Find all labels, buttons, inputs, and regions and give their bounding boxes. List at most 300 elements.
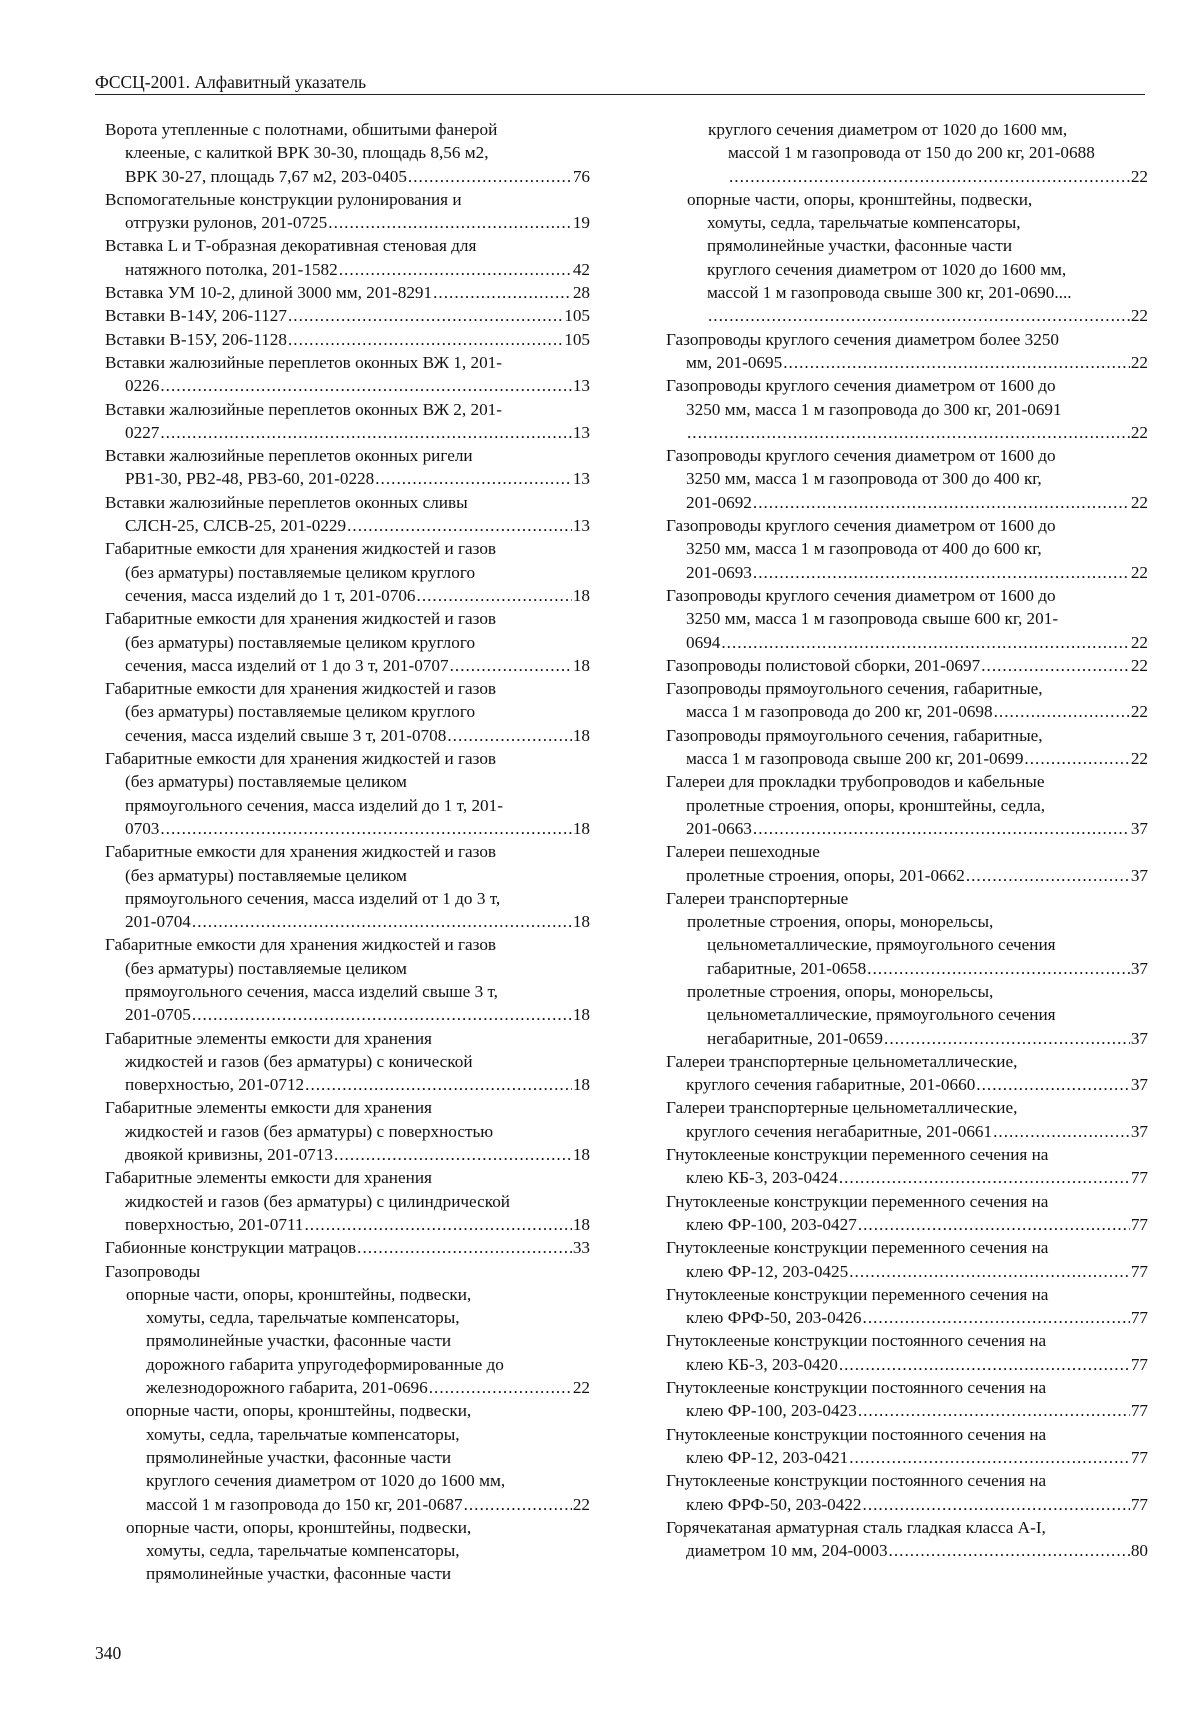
index-entry-line: Габаритные элементы емкости для хранения xyxy=(105,1028,432,1048)
dot-leader xyxy=(867,957,1130,980)
index-entry-line xyxy=(125,1073,590,1096)
dot-leader xyxy=(347,514,572,537)
index-entry-line xyxy=(125,374,590,397)
index-entry-line: опорные части, опоры, кронштейны, подвески, xyxy=(687,189,1033,209)
index-entry-line: Газопроводы прямоугольного сечения, габаритные, xyxy=(666,725,1043,745)
index-entry xyxy=(105,1027,590,1097)
index-entry-text: натяжного потолка, 201-1582 xyxy=(125,259,338,279)
index-entry xyxy=(105,1166,590,1236)
index-entry-line xyxy=(728,165,1148,188)
index-page-ref: 18 xyxy=(572,725,590,745)
index-page-ref: 22 xyxy=(1130,562,1148,582)
index-page-ref: 22 xyxy=(1130,749,1148,769)
index-entry-text: 201-0692 xyxy=(686,492,752,512)
index-page-ref: 105 xyxy=(564,329,590,349)
index-entry-text: круглого сечения негабаритные, 201-0661 xyxy=(686,1121,993,1141)
index-entry xyxy=(666,840,1148,887)
dot-leader xyxy=(450,654,572,677)
index-entry-line: 3250 мм, масса 1 м газопровода свыше 600 кг, 201- xyxy=(686,609,1059,629)
dot-leader xyxy=(447,724,571,747)
index-entry-line xyxy=(707,304,1148,327)
index-entry-text: железнодорожного габарита, 201-0696 xyxy=(146,1378,428,1398)
index-entry-line: прямолинейные участки, фасонные части xyxy=(707,236,1013,256)
index-entry-line: цельнометаллические, прямоугольного сечения xyxy=(707,935,1056,955)
index-entry xyxy=(666,328,1148,375)
index-entry-line: массой 1 м газопровода свыше 300 кг, 201-0690.... xyxy=(707,283,1072,303)
index-entry xyxy=(666,887,1148,910)
dot-leader xyxy=(884,1027,1130,1050)
index-entry-line xyxy=(125,421,590,444)
index-entry-line: Газопроводы прямоугольного сечения, габаритные, xyxy=(666,679,1043,699)
index-entry-line: Габаритные элементы емкости для хранения xyxy=(105,1168,432,1188)
index-entry-line xyxy=(105,281,590,304)
index-page-ref: 18 xyxy=(572,655,590,675)
index-entry xyxy=(666,654,1148,677)
index-page-ref: 18 xyxy=(572,1214,590,1234)
index-entry-text: Габионные конструкции матрацов xyxy=(105,1238,357,1258)
index-entry-line xyxy=(686,1306,1148,1329)
index-page-ref: 80 xyxy=(1130,1541,1148,1561)
index-entry-line xyxy=(686,1120,1148,1143)
index-entry-line: Галереи пешеходные xyxy=(666,842,820,862)
index-entry-text: поверхностью, 201-0712 xyxy=(125,1075,305,1095)
header-title: ФССЦ-2001. Алфавитный указатель xyxy=(95,72,367,92)
index-page-ref: 37 xyxy=(1130,818,1148,838)
index-entry xyxy=(666,1376,1148,1423)
index-entry xyxy=(105,328,590,351)
index-entry xyxy=(666,1236,1148,1283)
index-entry-line xyxy=(686,1213,1148,1236)
index-entry-text: клею ФР-100, 203-0427 xyxy=(686,1214,857,1234)
index-entry-line: круглого сечения диаметром от 1020 до 1600 мм, xyxy=(146,1471,506,1491)
index-entry-line xyxy=(686,491,1148,514)
index-entry xyxy=(666,1050,1148,1097)
index-page-ref: 76 xyxy=(572,166,590,186)
dot-leader xyxy=(729,165,1130,188)
index-entry xyxy=(666,1329,1148,1376)
index-entry xyxy=(666,118,1148,188)
index-page-ref: 22 xyxy=(1130,702,1148,722)
dot-leader xyxy=(849,1260,1130,1283)
index-entry xyxy=(666,1190,1148,1237)
index-entry-line: жидкостей и газов (без арматуры) с поверхностью xyxy=(125,1121,494,1141)
index-entry-line: Вставки жалюзийные переплетов оконных ВЖ 2, 201- xyxy=(105,399,502,419)
index-entry-line xyxy=(686,351,1148,374)
index-entry-line xyxy=(686,1446,1148,1469)
index-entry-line: Газопроводы круглого сечения диаметром от 1600 до xyxy=(666,446,1056,466)
index-entry-line xyxy=(686,747,1148,770)
index-page-ref: 77 xyxy=(1130,1261,1148,1281)
index-entry-line: (без арматуры) поставляемые целиком круглого xyxy=(125,702,476,722)
index-entry-line: Вставки жалюзийные переплетов оконных ригели xyxy=(105,446,473,466)
index-entry-line xyxy=(125,817,590,840)
index-entry-line xyxy=(125,211,590,234)
index-page-ref: 19 xyxy=(572,213,590,233)
index-entry-text: Вставки В-15У, 206-1128 xyxy=(105,329,287,349)
index-page-ref: 22 xyxy=(1130,166,1148,186)
index-entry-text: поверхностью, 201-0711 xyxy=(125,1214,304,1234)
index-entry xyxy=(666,677,1148,724)
index-entry-line: Габаритные элементы емкости для хранения xyxy=(105,1098,432,1118)
index-entry xyxy=(105,118,590,188)
index-entry xyxy=(105,677,590,747)
index-entry-line xyxy=(125,910,590,933)
index-entry-line: Габаритные емкости для хранения жидкостей и газов xyxy=(105,609,497,629)
dot-leader xyxy=(753,561,1130,584)
dot-leader xyxy=(339,258,572,281)
index-page-ref: 37 xyxy=(1130,865,1148,885)
dot-leader xyxy=(708,304,1130,327)
index-entry-text: 0703 xyxy=(125,818,160,838)
index-entry-line: Гнутоклееные конструкции переменного сечения на xyxy=(666,1284,1049,1304)
index-page-ref: 77 xyxy=(1130,1401,1148,1421)
index-entry-line: дорожного габарита упругодеформированные до xyxy=(146,1354,504,1374)
dot-leader xyxy=(966,864,1130,887)
dot-leader xyxy=(429,1376,572,1399)
dot-leader xyxy=(288,328,563,351)
dot-leader xyxy=(334,1143,572,1166)
dot-leader xyxy=(305,1213,572,1236)
index-entry-line: Газопроводы круглого сечения диаметром от 1600 до xyxy=(666,376,1056,396)
dot-leader xyxy=(993,1120,1130,1143)
dot-leader xyxy=(753,817,1130,840)
index-entry-line: Габаритные емкости для хранения жидкостей и газов xyxy=(105,539,497,559)
index-entry-line xyxy=(146,1376,590,1399)
index-page-ref: 22 xyxy=(1130,306,1148,326)
index-page-ref: 28 xyxy=(572,283,590,303)
index-entry-text: клею ФР-12, 203-0421 xyxy=(686,1447,849,1467)
index-entry-line xyxy=(686,631,1148,654)
index-entry xyxy=(105,1516,590,1586)
dot-leader xyxy=(160,421,571,444)
dot-leader xyxy=(417,584,572,607)
index-entry-text: клею ФРФ-50, 203-0426 xyxy=(686,1308,862,1328)
index-entry-line: пролетные строения, опоры, монорельсы, xyxy=(687,981,994,1001)
index-entry-line: Газопроводы xyxy=(105,1261,201,1281)
dot-leader xyxy=(1024,747,1129,770)
index-entry-line xyxy=(707,1027,1148,1050)
index-entry xyxy=(666,1096,1148,1143)
index-entry-line xyxy=(707,957,1148,980)
index-page-ref: 77 xyxy=(1130,1214,1148,1234)
index-entry-text: клею КБ-3, 203-0420 xyxy=(686,1354,838,1374)
index-entry xyxy=(105,491,590,538)
index-entry-text: масса 1 м газопровода до 200 кг, 201-0698 xyxy=(686,702,993,722)
index-column-left xyxy=(105,118,590,1586)
dot-leader xyxy=(433,281,572,304)
index-entry-line xyxy=(105,1236,590,1259)
index-entry xyxy=(666,514,1148,584)
index-entry xyxy=(105,537,590,607)
index-entry xyxy=(666,910,1148,980)
index-entry-line: Гнутоклееные конструкции переменного сечения на xyxy=(666,1238,1049,1258)
dot-leader xyxy=(889,1539,1130,1562)
index-entry-line: прямолинейные участки, фасонные части xyxy=(146,1331,452,1351)
index-entry-line xyxy=(686,1353,1148,1376)
index-entry-text: 0694 xyxy=(686,632,721,652)
dot-leader xyxy=(408,165,572,188)
dot-leader xyxy=(981,654,1130,677)
index-page-ref: 18 xyxy=(572,912,590,932)
index-page-ref: 77 xyxy=(1130,1447,1148,1467)
index-entry-line: (без арматуры) поставляемые целиком xyxy=(125,958,407,978)
index-entry-line: Габаритные емкости для хранения жидкостей и газов xyxy=(105,842,497,862)
index-entry xyxy=(105,444,590,491)
index-entry-line: прямоугольного сечения, масса изделий до 1 т, 201- xyxy=(125,795,503,815)
index-page-ref: 18 xyxy=(572,585,590,605)
index-entry-text: масса 1 м газопровода свыше 200 кг, 201-0699 xyxy=(686,749,1024,769)
index-entry-line: клееные, с калиткой ВРК 30-30, площадь 8,56 м2, xyxy=(125,143,489,163)
index-entry xyxy=(666,1283,1148,1330)
index-entry-line: Ворота утепленные с полотнами, обшитыми фанерой xyxy=(105,120,498,139)
index-entry xyxy=(105,840,590,933)
dot-leader xyxy=(328,211,572,234)
index-entry-line: Гнутоклееные конструкции постоянного сечения на xyxy=(666,1331,1047,1351)
index-entry-line: хомуты, седла, тарельчатые компенсаторы, xyxy=(146,1424,460,1444)
index-entry-text: отгрузки рулонов, 201-0725 xyxy=(125,213,328,233)
dot-leader xyxy=(357,1236,572,1259)
index-entry-text: двоякой кривизны, 201-0713 xyxy=(125,1145,333,1165)
index-entry xyxy=(105,1399,590,1515)
index-entry xyxy=(666,1143,1148,1190)
page-header xyxy=(95,68,1145,95)
dot-leader xyxy=(839,1166,1130,1189)
index-entry-text: габаритные, 201-0658 xyxy=(707,958,867,978)
index-entry-line: 3250 мм, масса 1 м газопровода до 300 кг, 201-0691 xyxy=(686,399,1062,419)
index-entry-line: Галереи для прокладки трубопроводов и кабельные xyxy=(666,772,1045,792)
index-entry-line: 3250 мм, масса 1 м газопровода от 300 до 400 кг, xyxy=(686,469,1042,489)
index-entry-line: опорные части, опоры, кронштейны, подвески, xyxy=(126,1517,472,1537)
index-entry-text: 201-0705 xyxy=(125,1005,191,1025)
index-entry-line xyxy=(125,584,590,607)
index-entry-line: прямолинейные участки, фасонные части xyxy=(146,1564,452,1584)
index-entry xyxy=(666,1516,1148,1563)
index-entry xyxy=(105,933,590,1026)
dot-leader xyxy=(192,1003,572,1026)
index-entry xyxy=(105,398,590,445)
dot-leader xyxy=(305,1073,572,1096)
index-entry-line: круглого сечения диаметром от 1020 до 1600 мм, xyxy=(707,259,1067,279)
index-entry xyxy=(105,1283,590,1399)
dot-leader xyxy=(753,491,1130,514)
index-entry-line: (без арматуры) поставляемые целиком круглого xyxy=(125,562,476,582)
index-entry xyxy=(666,584,1148,654)
index-entry-line: пролетные строения, опоры, кронштейны, седла, xyxy=(686,795,1046,815)
index-entry-line: прямолинейные участки, фасонные части xyxy=(146,1447,452,1467)
index-entry xyxy=(105,304,590,327)
dot-leader xyxy=(192,910,572,933)
index-entry-line xyxy=(686,1493,1148,1516)
dot-leader xyxy=(863,1306,1130,1329)
index-entry-line: Галереи транспортерные цельнометаллические, xyxy=(666,1051,1018,1071)
index-entry xyxy=(666,444,1148,514)
index-page-ref: 37 xyxy=(1130,958,1148,978)
index-entry-line: (без арматуры) поставляемые целиком xyxy=(125,865,407,885)
index-entry-text: Вставки В-14У, 206-1127 xyxy=(105,306,287,326)
index-entry xyxy=(105,1236,590,1259)
index-entry-line xyxy=(105,328,590,351)
index-entry-line xyxy=(666,654,1148,677)
index-entry-line xyxy=(686,1166,1148,1189)
index-page-ref: 37 xyxy=(1130,1075,1148,1095)
index-entry-line: круглого сечения диаметром от 1020 до 1600 мм, xyxy=(708,120,1068,139)
index-entry-line: Габаритные емкости для хранения жидкостей и газов xyxy=(105,749,497,769)
index-page-ref: 22 xyxy=(1130,632,1148,652)
index-page-ref: 18 xyxy=(572,818,590,838)
index-entry-text: клею ФР-12, 203-0425 xyxy=(686,1261,849,1281)
index-entry-line xyxy=(125,258,590,281)
index-entry-line: Горячекатаная арматурная сталь гладкая класса А-I, xyxy=(666,1517,1046,1537)
index-entry-line: Газопроводы круглого сечения диаметром от 1600 до xyxy=(666,516,1056,536)
index-entry xyxy=(666,1469,1148,1516)
index-entry-line: Газопроводы круглого сечения диаметром от 1600 до xyxy=(666,585,1056,605)
dot-leader xyxy=(863,1493,1130,1516)
index-entry-line xyxy=(125,1143,590,1166)
index-page-ref: 77 xyxy=(1130,1308,1148,1328)
index-page-ref: 22 xyxy=(1130,352,1148,372)
index-page-ref: 105 xyxy=(564,306,590,326)
index-page-ref: 22 xyxy=(1130,422,1148,442)
page-number: 340 xyxy=(95,1643,122,1663)
index-entry-line xyxy=(686,817,1148,840)
index-entry-line xyxy=(686,1073,1148,1096)
index-column-right xyxy=(666,118,1148,1562)
dot-leader xyxy=(721,631,1129,654)
index-entry-text: 201-0663 xyxy=(686,818,752,838)
index-page-ref: 77 xyxy=(1130,1494,1148,1514)
dot-leader xyxy=(160,374,571,397)
index-page-ref: 13 xyxy=(572,516,590,536)
index-entry-line: массой 1 м газопровода от 150 до 200 кг, 201-0688 xyxy=(728,143,1095,163)
index-page-ref: 77 xyxy=(1130,1354,1148,1374)
index-entry-line: жидкостей и газов (без арматуры) с цилиндрической xyxy=(125,1191,510,1211)
index-entry xyxy=(666,188,1148,328)
index-entry-line: пролетные строения, опоры, монорельсы, xyxy=(687,912,994,932)
index-entry-line: хомуты, седла, тарельчатые компенсаторы, xyxy=(146,1308,460,1328)
index-entry xyxy=(105,281,590,304)
index-entry-line xyxy=(686,561,1148,584)
index-entry-line: прямоугольного сечения, масса изделий от 1 до 3 т, xyxy=(125,888,501,908)
index-entry-line: Гнутоклееные конструкции постоянного сечения на xyxy=(666,1378,1047,1398)
index-entry-line xyxy=(125,1003,590,1026)
index-page-ref: 22 xyxy=(1130,655,1148,675)
index-entry-text: Вставка УМ 10-2, длиной 3000 мм, 201-8291 xyxy=(105,283,433,303)
index-page-ref: 22 xyxy=(1130,492,1148,512)
index-page-ref: 18 xyxy=(572,1145,590,1165)
index-entry-text: 0226 xyxy=(125,376,160,396)
index-entry xyxy=(666,980,1148,1050)
index-page-ref: 77 xyxy=(1130,1168,1148,1188)
index-entry-line xyxy=(686,700,1148,723)
index-entry-line: Вспомогательные конструкции рулонирования и xyxy=(105,189,462,209)
dot-leader xyxy=(783,351,1130,374)
index-entry-line: Гнутоклееные конструкции переменного сечения на xyxy=(666,1191,1049,1211)
dot-leader xyxy=(839,1353,1130,1376)
index-entry xyxy=(105,351,590,398)
index-page-ref: 18 xyxy=(572,1005,590,1025)
index-entry-text: 0227 xyxy=(125,422,160,442)
index-entry-text: Газопроводы полистовой сборки, 201-0697 xyxy=(666,655,981,675)
index-entry-line: прямоугольного сечения, масса изделий свыше 3 т, xyxy=(125,981,498,1001)
index-page-ref: 37 xyxy=(1130,1028,1148,1048)
index-entry-text: мм, 201-0695 xyxy=(686,352,783,372)
index-entry-line: Гнутоклееные конструкции постоянного сечения на xyxy=(666,1424,1047,1444)
index-entry-line: Вставки жалюзийные переплетов оконных ВЖ 1, 201- xyxy=(105,352,502,372)
index-entry-line: Габаритные емкости для хранения жидкостей и газов xyxy=(105,935,497,955)
index-entry-line xyxy=(125,654,590,677)
index-entry-line: Газопроводы круглого сечения диаметром более 3250 xyxy=(666,329,1060,349)
index-entry-line xyxy=(686,1399,1148,1422)
index-entry-text: массой 1 м газопровода до 150 кг, 201-0687 xyxy=(146,1494,463,1514)
index-entry-line: хомуты, седла, тарельчатые компенсаторы, xyxy=(707,213,1021,233)
index-entry-line: опорные части, опоры, кронштейны, подвески, xyxy=(126,1401,472,1421)
index-entry-text: сечения, масса изделий от 1 до 3 т, 201-0707 xyxy=(125,655,449,675)
index-entry-text: сечения, масса изделий свыше 3 т, 201-0708 xyxy=(125,725,447,745)
index-page-ref: 33 xyxy=(572,1238,590,1258)
index-entry-line xyxy=(105,304,590,327)
index-entry-line: (без арматуры) поставляемые целиком круглого xyxy=(125,632,476,652)
index-entry-text: клею ФРФ-50, 203-0422 xyxy=(686,1494,862,1514)
index-entry-line: хомуты, седла, тарельчатые компенсаторы, xyxy=(146,1541,460,1561)
index-page-ref: 22 xyxy=(572,1378,590,1398)
index-entry-text: негабаритные, 201-0659 xyxy=(707,1028,884,1048)
index-page-ref: 22 xyxy=(572,1494,590,1514)
dot-leader xyxy=(994,700,1130,723)
index-entry-line: (без арматуры) поставляемые целиком xyxy=(125,772,407,792)
dot-leader xyxy=(464,1493,572,1516)
index-entry-line: Вставки жалюзийные переплетов оконных сливы xyxy=(105,492,468,512)
dot-leader xyxy=(976,1073,1130,1096)
index-entry-text: клею КБ-3, 203-0424 xyxy=(686,1168,838,1188)
index-entry-text: сечения, масса изделий до 1 т, 201-0706 xyxy=(125,585,416,605)
index-entry-line xyxy=(125,724,590,747)
index-entry-line xyxy=(686,864,1148,887)
index-entry xyxy=(105,188,590,235)
index-page-ref: 37 xyxy=(1130,1121,1148,1141)
index-page-ref: 18 xyxy=(572,1075,590,1095)
index-entry xyxy=(666,374,1148,444)
index-entry xyxy=(105,1096,590,1166)
dot-leader xyxy=(160,817,571,840)
index-entry-line: жидкостей и газов (без арматуры) с конической xyxy=(125,1051,473,1071)
index-entry xyxy=(666,1423,1148,1470)
index-entry xyxy=(105,234,590,281)
index-entry-line xyxy=(686,1260,1148,1283)
dot-leader xyxy=(858,1399,1130,1422)
index-entry-line xyxy=(125,165,590,188)
index-entry-line xyxy=(146,1493,590,1516)
index-entry-text: 201-0693 xyxy=(686,562,752,582)
index-page-ref: 13 xyxy=(572,376,590,396)
index-entry-text: клею ФР-100, 203-0423 xyxy=(686,1401,857,1421)
index-entry-line: Галереи транспортерные xyxy=(666,888,849,908)
index-entry-line: Гнутоклееные конструкции переменного сечения на xyxy=(666,1145,1049,1165)
index-entry xyxy=(105,747,590,840)
index-entry-line: Галереи транспортерные цельнометаллические, xyxy=(666,1098,1018,1118)
index-page-ref: 42 xyxy=(572,259,590,279)
index-entry-text: СЛСН-25, СЛСВ-25, 201-0229 xyxy=(125,516,347,536)
index-entry-line: Гнутоклееные конструкции постоянного сечения на xyxy=(666,1471,1047,1491)
index-entry-line: Габаритные емкости для хранения жидкостей и газов xyxy=(105,679,497,699)
dot-leader xyxy=(375,467,572,490)
index-entry-text: РВ1-30, РВ2-48, РВ3-60, 201-0228 xyxy=(125,469,375,489)
index-entry-text: круглого сечения габаритные, 201-0660 xyxy=(686,1075,976,1095)
dot-leader xyxy=(858,1213,1130,1236)
index-entry-text: пролетные строения, опоры, 201-0662 xyxy=(686,865,965,885)
index-entry-line xyxy=(686,1539,1148,1562)
index-entry-text: диаметром 10 мм, 204-0003 xyxy=(686,1541,888,1561)
index-entry-line: цельнометаллические, прямоугольного сечения xyxy=(707,1005,1056,1025)
